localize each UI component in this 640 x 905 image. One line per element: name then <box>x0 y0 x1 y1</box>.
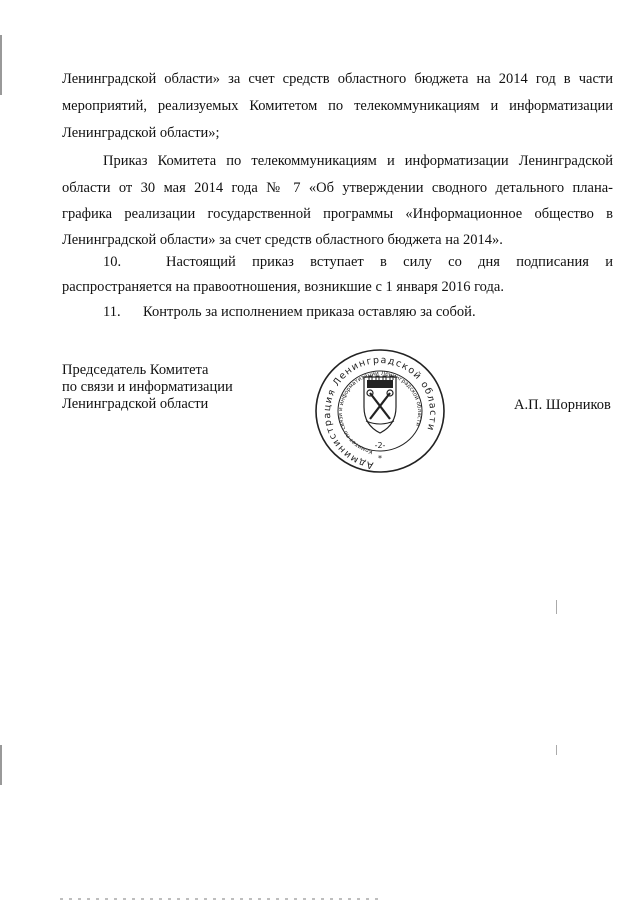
official-seal <box>312 347 448 475</box>
body-line-1: Ленинградской области» за счет средств областного бюджета на 2014 год в части <box>62 71 613 87</box>
item-number-10: 10. <box>103 254 122 270</box>
body-line-5: области от 30 мая 2014 года № 7 «Об утверждении сводного детального плана- <box>62 180 613 196</box>
item-number-11: 11. <box>103 304 121 320</box>
scan-speck <box>556 600 557 614</box>
svg-text:-2-: -2- <box>374 441 386 450</box>
body-line-8: Настоящий приказ вступает в силу со дня подписания и <box>166 254 613 270</box>
scan-speck <box>556 745 557 755</box>
scan-bottom-noise <box>60 898 380 900</box>
body-line-4: Приказ Комитета по телекоммуникациям и информатизации Ленинградской <box>103 153 613 169</box>
seal-inner-text: Комитет по связи и информатизации Ленинградской области <box>338 370 423 455</box>
signatory-title-line-3: Ленинградской области <box>62 396 209 412</box>
svg-text:*: * <box>378 454 382 463</box>
signatory-title-line-1: Председатель Комитета <box>62 362 209 378</box>
signatory-title <box>62 362 233 413</box>
body-line-9: распространяется на правоотношения, возникшие с 1 января 2016 года. <box>62 279 504 295</box>
body-line-7: Ленинградской области» за счет средств областного бюджета на 2014». <box>62 232 503 248</box>
scan-edge-mark <box>0 35 2 95</box>
body-line-6: графика реализации государственной программы «Информационное общество в <box>62 206 613 222</box>
body-line-2: мероприятий, реализуемых Комитетом по телекоммуникациям и информатизации <box>62 98 613 114</box>
seal-outer-text: Администрация Ленинградской области <box>321 354 439 471</box>
body-line-10: Контроль за исполнением приказа оставляю за собой. <box>143 304 476 320</box>
signatory-name: А.П. Шорников <box>514 397 611 413</box>
body-line-3: Ленинградской области»; <box>62 125 220 141</box>
seal-number: 2 <box>377 441 383 450</box>
scan-edge-mark <box>0 745 2 785</box>
signatory-title-line-2: по связи и информатизации <box>62 379 233 395</box>
